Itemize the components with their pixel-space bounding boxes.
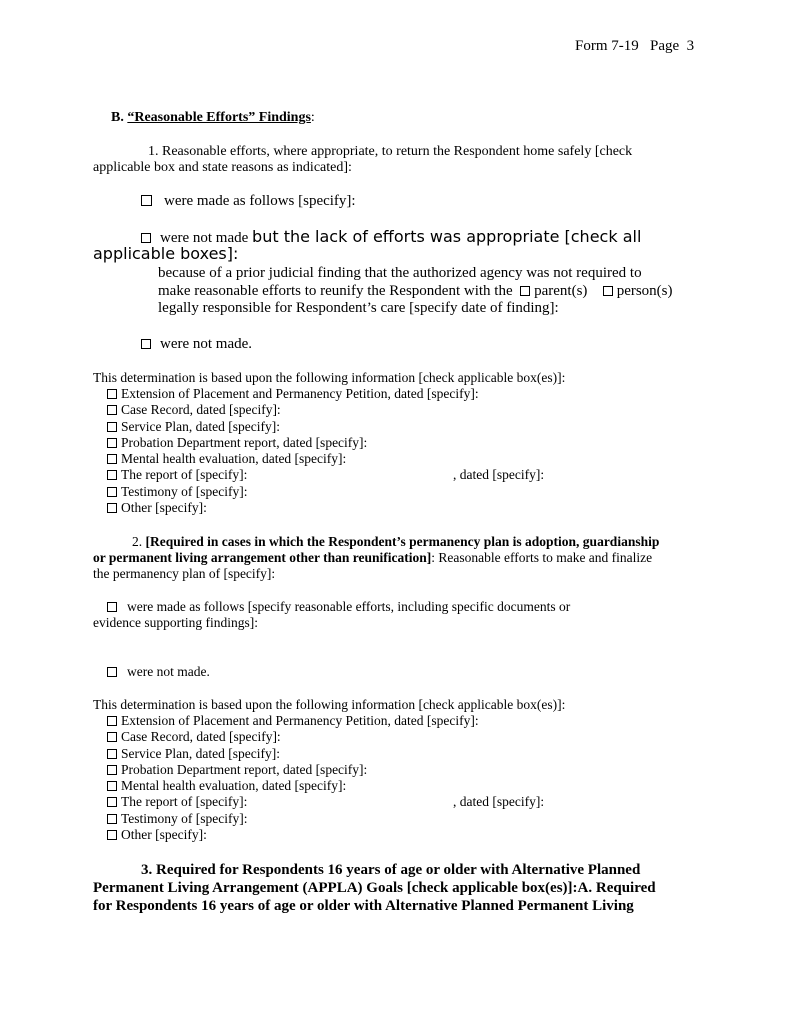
list-item [107, 386, 479, 402]
item2-line2 [93, 550, 652, 566]
checkbox[interactable] [107, 405, 117, 415]
because-line2-text: make reasonable efforts to reunify the Respondent with the [158, 283, 513, 299]
list-item [107, 467, 545, 483]
item2-option-made [107, 599, 570, 615]
item2-made-checkbox[interactable] [107, 602, 117, 612]
form-label: Form 7-19 [575, 38, 639, 54]
checkbox[interactable] [107, 503, 117, 513]
list-item [107, 762, 479, 778]
list-item [107, 402, 479, 418]
item1-option-made [141, 193, 356, 210]
item-label: Testimony of [specify]: [121, 810, 248, 826]
because-line2 [158, 283, 673, 300]
checkbox[interactable] [107, 749, 117, 759]
item-label: Case Record, dated [specify]: [121, 729, 281, 745]
item3-line3: for Respondents 16 years of age or older with Alternative Planned Permanent Living [93, 898, 634, 914]
checkbox[interactable] [107, 389, 117, 399]
section-b-heading [111, 110, 315, 126]
determination2-intro: This determination is based upon the following information [check applicable box(es)]: [93, 697, 566, 712]
item-label: Extension of Placement and Permanency Petition, dated [specify]: [121, 713, 479, 728]
item-label: The report of [specify]: [121, 467, 248, 483]
item2-line3: the permanency plan of [specify]: [93, 566, 276, 581]
list-item [107, 794, 545, 810]
made-checkbox[interactable] [141, 195, 152, 206]
determination2-list [107, 713, 545, 843]
made-label: were made as follows [specify]: [164, 193, 356, 209]
item1-line2: applicable box and state reasons as indicated]: [93, 160, 352, 175]
item2-rest2: : Reasonable efforts to make and finalize [431, 550, 653, 565]
checkbox[interactable] [107, 438, 117, 448]
list-item [107, 827, 479, 843]
checkbox[interactable] [107, 830, 117, 840]
item3-line1: 3. Required for Respondents 16 years of age or older with Alternative Planned [141, 862, 641, 878]
not-made-checkbox[interactable] [141, 339, 151, 349]
item2-not-made-label: were not made. [127, 664, 210, 679]
because-line1: because of a prior judicial finding that the authorized agency was not required to [158, 265, 642, 281]
item-label: Mental health evaluation, dated [specify]: [121, 778, 347, 794]
checkbox[interactable] [107, 422, 117, 432]
item-label: Probation Department report, dated [specify]: [121, 761, 368, 777]
page-label: Page [650, 38, 680, 54]
not-made-appropriate-label: but the lack of efforts was appropriate [check all [252, 227, 642, 246]
list-item [107, 435, 479, 451]
item1-line1: 1. Reasonable efforts, where appropriate, to return the Respondent home safely [check [148, 144, 633, 159]
item-label: Extension of Placement and Permanency Petition, dated [specify]: [121, 386, 479, 401]
list-item [107, 484, 479, 500]
checkbox[interactable] [107, 781, 117, 791]
checkbox[interactable] [107, 732, 117, 742]
determination1-list [107, 386, 545, 516]
page-header [575, 38, 694, 55]
item-label: Testimony of [specify]: [121, 483, 248, 499]
item2-number: 2. [132, 534, 143, 549]
item-label: Other [specify]: [121, 827, 207, 843]
item-label: The report of [specify]: [121, 794, 248, 810]
section-b-prefix: B. [111, 110, 124, 125]
item1-option-not-made [141, 336, 252, 353]
list-item [107, 419, 479, 435]
item2-not-made-checkbox[interactable] [107, 667, 117, 677]
applicable-boxes-label: applicable boxes]: [93, 244, 239, 263]
checkbox[interactable] [107, 454, 117, 464]
list-item [107, 746, 479, 762]
list-item [107, 811, 479, 827]
item2-made-line2: evidence supporting findings]: [93, 615, 258, 630]
checkbox[interactable] [107, 765, 117, 775]
person-label: person(s) [616, 283, 673, 299]
item2-option-not-made [107, 664, 210, 680]
checkbox[interactable] [107, 470, 117, 480]
report-dated-label: , dated [specify]: [453, 794, 545, 810]
item-label: Other [specify]: [121, 500, 207, 516]
person-checkbox[interactable] [603, 286, 613, 296]
section-b-title: “Reasonable Efforts” Findings [127, 110, 311, 125]
list-item [107, 500, 479, 516]
list-item [107, 713, 479, 729]
report-dated-label: , dated [specify]: [453, 467, 545, 483]
parent-checkbox[interactable] [520, 286, 530, 296]
item2-bold1: [Required in cases in which the Respondent’s permanency plan is adoption, guardianship [145, 534, 660, 549]
because-line3: legally responsible for Respondent’s care [specify date of finding]: [158, 300, 559, 316]
item-label: Probation Department report, dated [specify]: [121, 434, 368, 450]
not-made-plain-label: were not made. [160, 336, 253, 352]
list-item [107, 451, 479, 467]
item-label: Service Plan, dated [specify]: [121, 418, 280, 434]
determination1-intro: This determination is based upon the following information [check applicable box(es)]: [93, 370, 566, 385]
item-label: Service Plan, dated [specify]: [121, 745, 280, 761]
item2-bold2: or permanent living arrangement other than reunification] [93, 550, 432, 565]
list-item [107, 729, 479, 745]
item2-line1 [132, 534, 659, 550]
item3-line2: Permanent Living Arrangement (APPLA) Goals [check applicable box(es)]:A. Required [93, 880, 656, 896]
checkbox[interactable] [107, 814, 117, 824]
not-made-appropriate-checkbox[interactable] [141, 233, 151, 243]
not-made-label: were not made [160, 230, 249, 246]
checkbox[interactable] [107, 487, 117, 497]
item2-made-label: were made as follows [specify reasonable efforts, including specific documents or [127, 599, 571, 614]
item-label: Case Record, dated [specify]: [121, 402, 281, 418]
checkbox[interactable] [107, 716, 117, 726]
page-number: 3 [686, 38, 695, 54]
list-item [107, 778, 479, 794]
item-label: Mental health evaluation, dated [specify]: [121, 451, 347, 467]
checkbox[interactable] [107, 797, 117, 807]
parent-label: parent(s) [534, 283, 588, 299]
section-b-colon: : [310, 110, 315, 125]
